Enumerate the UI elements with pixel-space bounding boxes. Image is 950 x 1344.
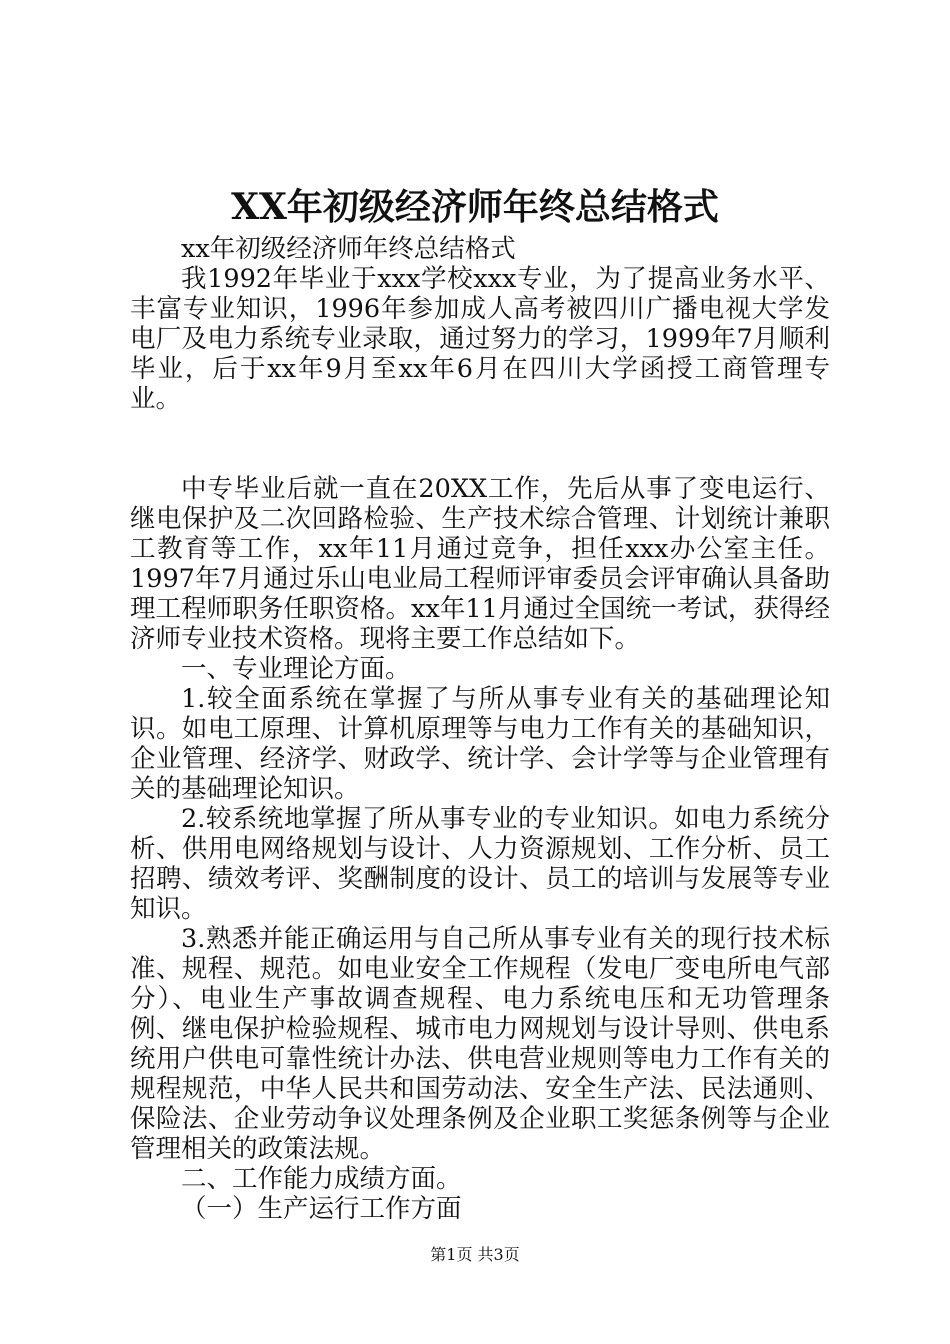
subsection-heading-operation: （一）生产运行工作方面: [181, 1194, 462, 1224]
document-body: [130, 234, 830, 1224]
paragraph-theory-2: 2.较系统地掌握了所从事专业的专业知识。如电力系统分析、供用电网络规划与设计、人力资源规划、工作分析、员工招聘、绩效考评、奖酬制度的设计、员工的培训与发展等专业知识。: [130, 804, 830, 924]
paragraph-theory-3: 3.熟悉并能正确运用与自己所从事专业有关的现行技术标准、规程、规范。如电业安全工作规程（发电厂变电所电气部分）、电业生产事故调查规程、电力系统电压和无功管理条例、继电保护检验规程、城市电力网规划与设计导则、供电系统用户供电可靠性统计办法、供电营业规则等电力工作有关的规程规范，中华人民共和国劳动法、安全生产法、民法通则、保险法、企业劳动争议处理条例及企业职工奖惩条例等与企业管理相关的政策法规。: [130, 924, 830, 1164]
section-heading-ability: 二、工作能力成绩方面。: [181, 1164, 462, 1194]
paragraph-theory-1: 1.较全面系统在掌握了与所从事专业有关的基础理论知识。如电工原理、计算机原理等与电力工作有关的基础知识，企业管理、经济学、财政学、统计学、会计学等与企业管理有关的基础理论知识。: [130, 684, 830, 804]
paragraph-education: 我1992年毕业于xxx学校xxx专业，为了提高业务水平、丰富专业知识，1996年参加成人高考被四川广播电视大学发电厂及电力系统专业录取，通过努力的学习，1999年7月顺利毕业，后于xx年9月至xx年6月在四川大学函授工商管理专业。: [130, 264, 830, 414]
paragraph-work-history: 中专毕业后就一直在20XX工作，先后从事了变电运行、继电保护及二次回路检验、生产技术综合管理、计划统计兼职工教育等工作，xx年11月通过竞争，担任xxx办公室主任。1997年7月通过乐山电业局工程师评审委员会评审确认具备助理工程师职务任职资格。xx年11月通过全国统一考试，获得经济师专业技术资格。现将主要工作总结如下。: [130, 474, 830, 654]
document-title: XX年初级经济师年终总结格式: [231, 186, 719, 228]
paragraph-spacer: [130, 414, 830, 474]
section-heading-theory: 一、专业理论方面。: [181, 654, 411, 684]
page-number-footer: 第1页 共3页: [430, 1245, 520, 1264]
paragraph-subtitle: xx年初级经济师年终总结格式: [181, 234, 516, 264]
